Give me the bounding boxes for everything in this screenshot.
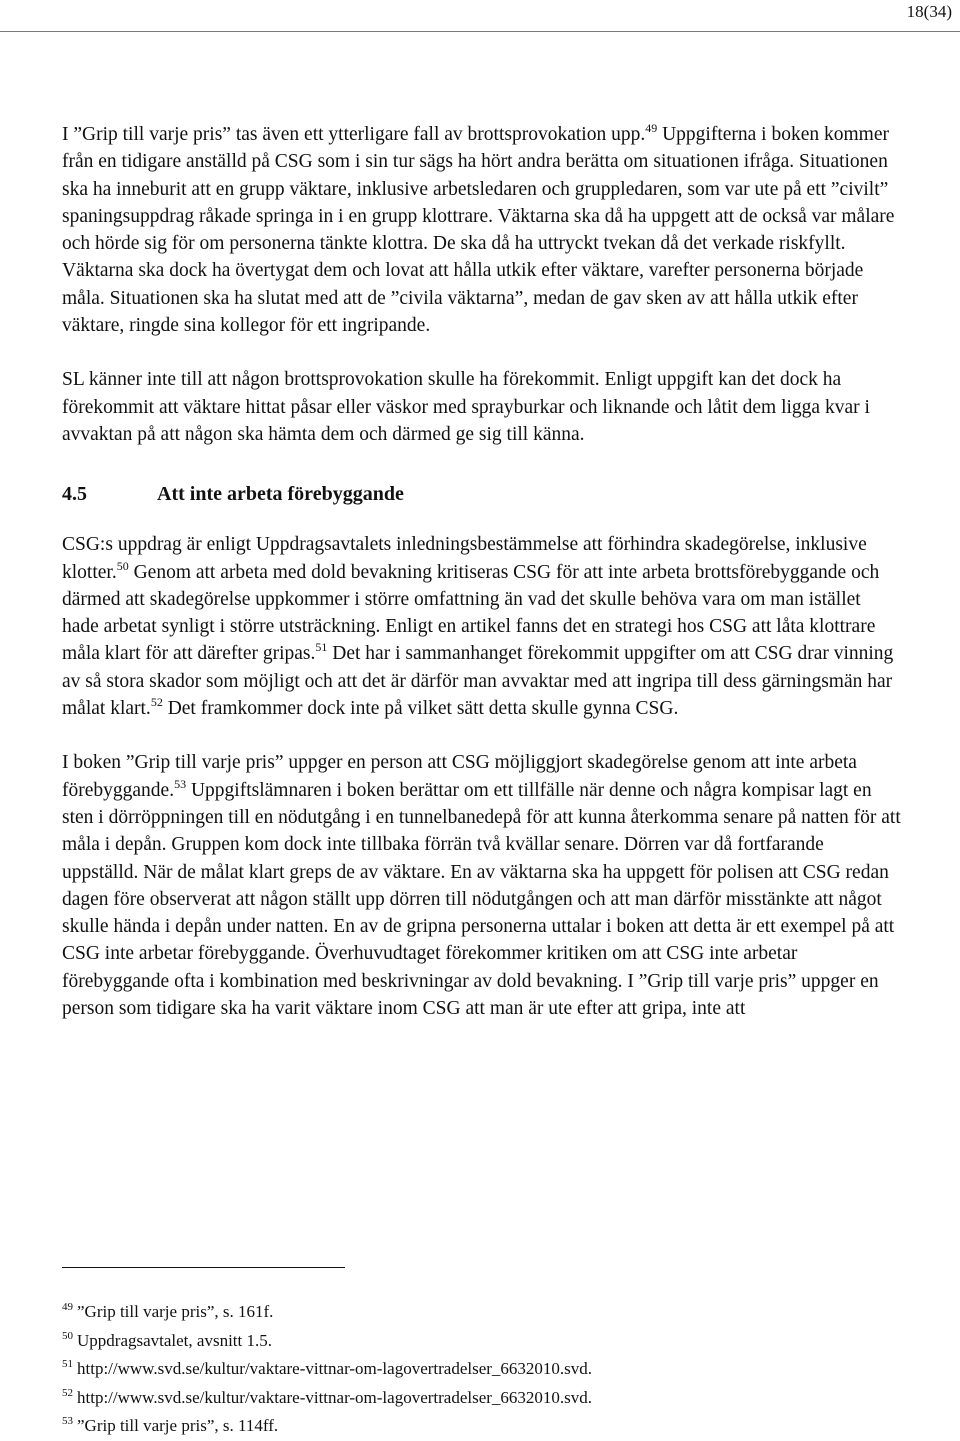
- section-number: 4.5: [62, 483, 87, 506]
- body-content: [62, 121, 902, 1022]
- paragraph-brottsprovokation: [62, 121, 902, 339]
- section-title: Att inte arbeta förebyggande: [157, 483, 404, 506]
- footnote-ref-51[interactable]: 51: [315, 640, 328, 655]
- footnote-number: 53: [62, 1415, 73, 1427]
- footnote-text: ”Grip till varje pris”, s. 161f.: [77, 1302, 274, 1321]
- footnote-53: [62, 1412, 902, 1441]
- footnote-link[interactable]: http://www.svd.se/kultur/vaktare-vittnar-om-lagovertradelser_6632010.svd.: [77, 1387, 593, 1407]
- paragraph-text: I boken ”Grip till varje pris” uppger en person att CSG möjliggjort skadegörelse genom att inte arbeta förebyggande.: [62, 752, 857, 801]
- paragraph-text: CSG:s uppdrag är enligt Uppdragsavtalets inledningsbestämmelse att förhindra skadegörelse, inklusive klotter.: [62, 534, 867, 583]
- paragraph-text: Uppgiftslämnaren i boken berättar om ett tillfälle när denne och några kompisar lagt en sten i dörröppningen till en nödutgång i en tunnelbanedepå för att kunna återkomma senare på natten för att måla i depån. Gruppen kom dock inte tillbaka förrän två kvällar senare. Dörren var då fortfarande uppställd. När de målat klart greps de av väktare. En av väktarna ska ha uppgett för polisen att CSG redan dagen före observerat att någon ställt upp dörren till nödutgången och att man därför misstänkte att något skulle hända i depån under natten. En av de gripna personerna uttalar i boken att detta är ett exempel på att CSG inte arbetar förebyggande. Överhuvudtaget förekommer kritiken om att CSG inte arbetar förebyggande ofta i kombination med beskrivningar av dold bevakning. I ”Grip till varje pris” uppger en person som tidigare ska ha varit väktare inom CSG att man är ute efter att gripa, inte att: [62, 779, 901, 1020]
- footnote-51: [62, 1355, 902, 1384]
- footnote-52: [62, 1384, 902, 1413]
- paragraph-text: Det framkommer dock inte på vilket sätt detta skulle gynna CSG.: [162, 698, 679, 720]
- paragraph-text: Genom att arbeta med dold bevakning kritiseras CSG för att inte arbeta brottsförebyggande och därmed att skadegörelse uppkommer i större omfattning än vad det skulle behöva vara om man istället hade arbetat synligt i större utsträckning. Enligt en artikel fanns det en strategi hos CSG att låta klottrare måla klart för att därefter gripas.: [62, 561, 880, 665]
- header-rule: [0, 31, 960, 32]
- paragraph-sl-statement: SL känner inte till att någon brottsprovokation skulle ha förekommit. Enligt uppgift kan det dock ha förekommit att väktare hittat påsar eller väskor med sprayburkar och liknande och låtit dem ligga kvar i avvaktan på att någon ska hämta dem och därmed ge sig till känna.: [62, 369, 870, 445]
- paragraph-text: Uppgifterna i boken kommer från en tidigare anställd på CSG som i sin tur sägs ha hört andra berätta om situationen ifråga. Situationen ska ha inneburit att en grupp väktare, inklusive arbetsledaren och gruppledaren, som var ute på ett ”civilt” spaningsuppdrag råkade springa in i en grupp klottrare. Väktarna ska då ha uppgett att de också var målare och hörde sig för om personerna tänkte klottra. De ska då ha uttryckt tvekan då det verkade riskfyllt. Väktarna ska dock ha övertygat dem och lovat att hålla utkik efter väktare, varefter personerna började måla. Situationen ska ha slutat med att de ”civila väktarna”, medan de gav sken av att hålla utkik efter väktare, ringde sina kollegor för ett ingripande.: [62, 124, 895, 337]
- footnotes: [62, 1298, 902, 1441]
- footnote-ref-53[interactable]: 53: [174, 776, 187, 791]
- page-number: 18(34): [906, 2, 952, 21]
- footnote-ref-50[interactable]: 50: [116, 558, 129, 573]
- footnote-ref-52[interactable]: 52: [150, 695, 163, 710]
- footnote-link[interactable]: http://www.svd.se/kultur/vaktare-vittnar-om-lagovertradelser_6632010.svd.: [77, 1359, 593, 1378]
- paragraph-uppdrag: [62, 531, 902, 722]
- footnote-ref-49[interactable]: 49: [645, 121, 658, 135]
- footnote-number: 49: [62, 1301, 73, 1313]
- paragraph-text: I ”Grip till varje pris” tas även ett ytterligare fall av brottsprovokation upp.: [62, 124, 646, 145]
- footnote-number: 51: [62, 1358, 73, 1370]
- footnote-text: ”Grip till varje pris”, s. 114ff.: [77, 1416, 279, 1435]
- footnote-number: 52: [62, 1386, 73, 1399]
- footnote-separator: [62, 1267, 345, 1268]
- footnote-text: Uppdragsavtalet, avsnitt 1.5.: [77, 1330, 272, 1350]
- footnote-50: [62, 1327, 902, 1356]
- paragraph-grip-till-varje-pris: [62, 749, 902, 1022]
- footnote-49: [62, 1298, 902, 1327]
- paragraph-text: Det har i sammanhanget förekommit uppgifter om att CSG drar vinning av så stora skador som möjligt och att det är därför man avvaktar med att ingripa till dess gärningsmän har målat klart.: [62, 643, 894, 720]
- section-heading: [62, 480, 902, 508]
- footnote-number: 50: [62, 1329, 73, 1342]
